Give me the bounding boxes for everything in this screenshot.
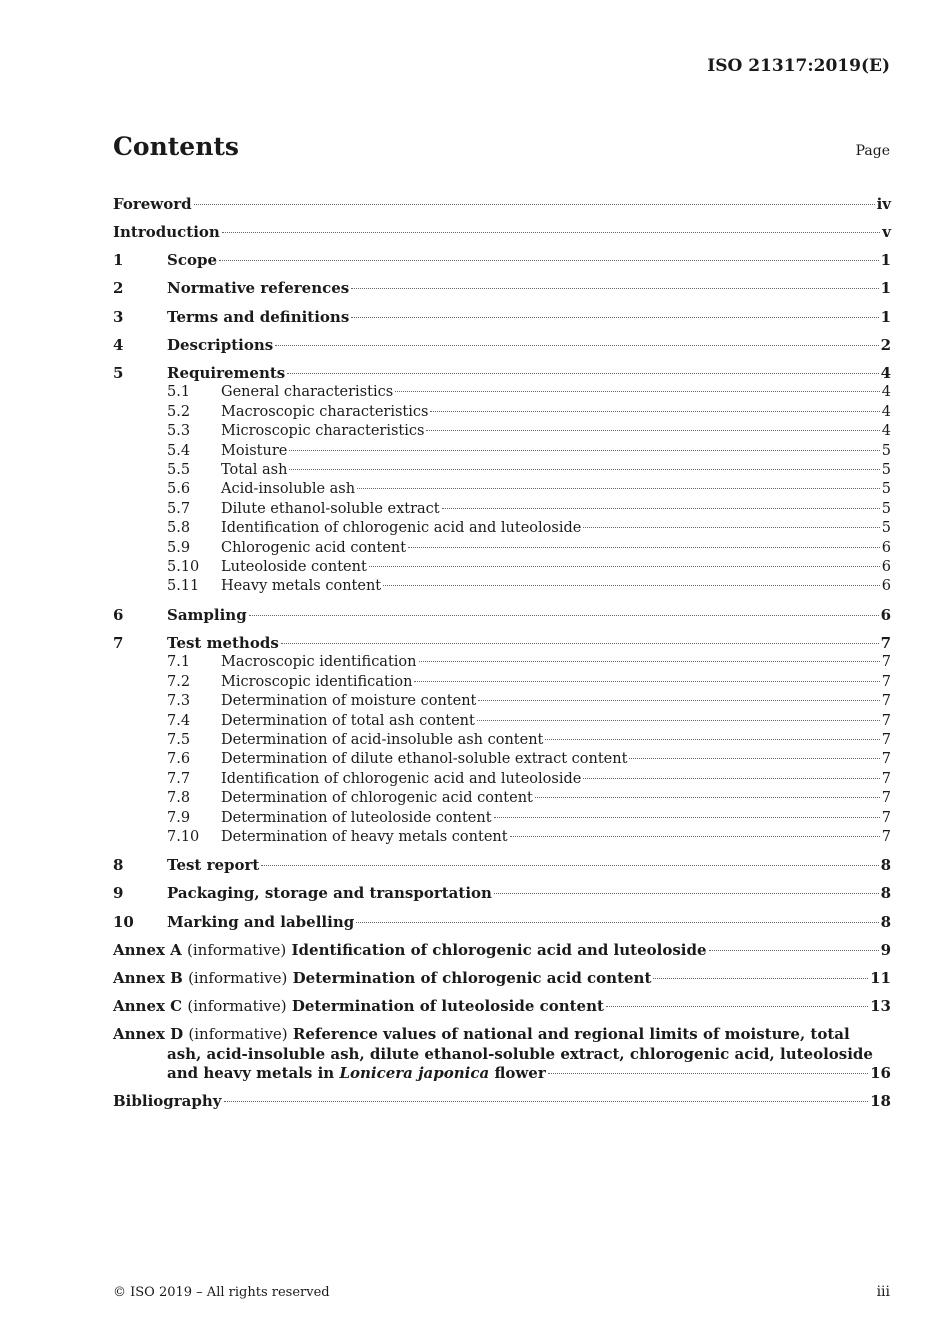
toc-entry-title: Moisture [221,442,288,459]
toc-entry-title: Test methods [167,633,279,652]
toc-subentry[interactable] [113,692,891,711]
dot-leader [419,661,880,662]
toc-entry-page: 7 [881,654,891,671]
toc-entry-page: 8 [880,856,891,875]
toc-entry-page: 4 [881,384,891,401]
toc-subentry[interactable] [113,403,891,422]
toc-entry-number: 5.11 [167,578,200,595]
bibliography-page: 18 [870,1092,891,1111]
toc-entry-annex-d[interactable] [113,1025,891,1083]
toc-subentry[interactable] [113,712,891,731]
toc-entry[interactable] [113,606,891,625]
toc-entry-title: Sampling [167,605,247,624]
toc-entry-number: 7.6 [167,751,191,768]
toc-entry-title: Microscopic identification [221,673,413,690]
dot-leader [261,865,878,866]
dot-leader [356,922,878,923]
dot-leader [709,950,879,951]
page-number: iii [876,1284,890,1300]
toc-entry[interactable] [113,308,891,327]
toc-entry-number: 7.9 [167,809,191,826]
annex-prefix: Annex C [113,997,183,1016]
toc-entry-page: v [882,223,891,241]
dot-leader [357,488,880,489]
dot-leader [477,720,880,721]
dot-leader [395,391,880,392]
toc-entry-page: 8 [880,884,891,903]
toc-entry-number: 5.9 [167,539,191,556]
dot-leader [494,817,880,818]
dot-leader [194,204,875,205]
toc-entry-page: 7 [881,751,891,768]
toc-subentry[interactable] [113,500,891,519]
toc-subentry[interactable] [113,809,891,828]
toc-entry-title: Introduction [113,223,220,241]
toc-entry-number: 9 [113,884,124,903]
toc-entry[interactable] [113,634,891,653]
annex-d-page: 16 [870,1064,891,1083]
dot-leader [583,527,879,528]
toc-subentry[interactable] [113,770,891,789]
dot-leader [408,547,880,548]
toc-subentry[interactable] [113,828,891,847]
toc-entry-title: Macroscopic characteristics [221,403,429,420]
toc-entry-page: 6 [881,578,891,595]
dot-leader [583,778,879,779]
annex-d-title-line3-pre: and heavy metals in [167,1064,335,1083]
toc-entry-page: 7 [880,633,891,652]
toc-entry-page: 5 [881,442,891,459]
toc-entry-number: 5 [113,364,124,383]
bibliography-title: Bibliography [113,1092,222,1111]
toc-entry-page: 4 [880,364,891,383]
toc-entry-title: Scope [167,251,218,270]
toc-entry-annex[interactable] [113,941,891,960]
dot-leader [249,615,879,616]
toc-subentry[interactable] [113,673,891,692]
toc-subentry[interactable] [113,442,891,461]
annex-title: Determination of chlorogenic acid content [292,968,652,987]
dot-leader [287,373,878,374]
toc-entry-number: 7.3 [167,693,191,710]
dot-leader [494,893,879,894]
toc-entry-number: 7.2 [167,673,191,690]
annex-title-group [113,969,651,988]
toc-entry-title: Microscopic characteristics [221,423,425,440]
annex-type: (informative) [187,940,287,959]
toc-entry[interactable] [113,251,891,270]
toc-entry-title: Determination of heavy metals content [221,828,508,845]
toc-entry-title: Determination of moisture content [221,693,477,710]
copyright-notice: © ISO 2019 – All rights reserved [113,1285,330,1300]
toc-entry-number: 8 [113,856,124,875]
annex-d-title-line3-post: flower [494,1064,546,1083]
toc-entry-number: 6 [113,605,124,624]
toc-entry-title: Determination of dilute ethanol-soluble extract content [221,751,628,768]
dot-leader [545,739,879,740]
toc-entry-page: 7 [881,731,891,748]
dot-leader [414,681,879,682]
toc-entry-number: 7.10 [167,828,200,845]
annex-title: Identification of chlorogenic acid and luteoloside [291,940,707,959]
toc-entry-title: Requirements [167,364,286,383]
document-id: ISO 21317:2019(E) [707,56,890,76]
toc-entry[interactable] [113,195,891,214]
toc-entry-title: Chlorogenic acid content [221,539,407,556]
toc-entry-page: 7 [881,790,891,807]
toc-entry-title: Heavy metals content [221,578,382,595]
toc-entry-number: 7.8 [167,790,191,807]
toc-entry-title: Total ash [221,462,288,479]
toc-entry-page: 6 [881,559,891,576]
dot-leader [426,430,879,431]
dot-leader [606,1006,868,1007]
toc-entry-page: iv [876,194,891,213]
annex-page: 11 [870,968,891,987]
toc-subentry[interactable] [113,383,891,402]
toc-entry-page: 7 [881,693,891,710]
toc-subentry[interactable] [113,480,891,499]
dot-leader [442,508,880,509]
toc-entry-title: General characteristics [221,384,394,401]
toc-entry-page: 7 [881,770,891,787]
toc-entry-number: 2 [113,279,124,298]
annex-prefix: Annex B [113,968,183,987]
toc-entry-number: 5.6 [167,481,191,498]
toc-entry-page: 7 [881,673,891,690]
toc-entry-page: 1 [880,279,891,298]
annex-title: Determination of luteoloside content [291,997,604,1016]
dot-leader [351,288,878,289]
annex-d-title-line3-italic: Lonicera japonica [339,1064,490,1083]
toc-entry[interactable] [113,336,891,355]
toc-subentry[interactable] [113,519,891,538]
toc-entry-title: Dilute ethanol-soluble extract [221,500,440,517]
toc-entry-page: 7 [881,712,891,729]
dot-leader [275,345,878,346]
toc-entry-number: 5.3 [167,423,191,440]
annex-type: (informative) [188,968,288,987]
annex-page: 13 [870,997,891,1016]
toc-entry-title: Determination of luteoloside content [221,809,492,826]
dot-leader [289,450,879,451]
dot-leader [510,836,880,837]
toc-subentry[interactable] [113,577,891,596]
toc-entry-annex[interactable] [113,997,891,1016]
dot-leader [478,700,879,701]
toc-entry-page: 6 [881,539,891,556]
annex-d-prefix: Annex D [113,1025,184,1044]
toc-entry-number: 5.10 [167,559,200,576]
toc-entry-page: 1 [880,307,891,326]
toc-entry-title: Identification of chlorogenic acid and luteoloside [221,770,582,787]
toc-entry-number: 1 [113,251,124,270]
dot-leader [281,643,879,644]
toc-entry-number: 3 [113,307,124,326]
dot-leader [548,1073,868,1074]
toc-entry[interactable] [113,856,891,875]
toc-subentry[interactable] [113,750,891,769]
toc-entry[interactable] [113,279,891,298]
toc-entry-number: 5.5 [167,462,191,479]
toc-entry-number: 7.7 [167,770,191,787]
annex-title-group [113,997,604,1016]
toc-entry-page: 5 [881,520,891,537]
dot-leader [369,566,880,567]
toc-entry-title: Descriptions [167,335,274,354]
annex-d-type: (informative) [188,1025,288,1044]
toc-entry-number: 7.1 [167,654,191,671]
toc-entry-title: Marking and labelling [167,912,355,931]
toc-entry-page: 5 [881,481,891,498]
dot-leader [289,469,879,470]
toc-entry-page: 4 [881,403,891,420]
toc-entry[interactable] [113,223,891,242]
toc-entry-annex[interactable] [113,969,891,988]
toc-entry-number: 5.4 [167,442,191,459]
toc-entry-title: Macroscopic identification [221,654,417,671]
toc-entry-page: 7 [881,828,891,845]
annex-d-title-line2: ash, acid-insoluble ash, dilute ethanol-soluble extract, chlorogenic acid, luteoloside [167,1044,873,1063]
toc-entry-page: 2 [880,335,891,354]
toc-subentry[interactable] [113,558,891,577]
dot-leader [219,260,879,261]
toc-entry-page: 8 [880,912,891,931]
toc-entry-number: 5.1 [167,384,191,401]
toc-entry-title: Test report [167,856,260,875]
toc-entry-title: Normative references [167,279,350,298]
toc-subentry[interactable] [113,789,891,808]
dot-leader [430,411,879,412]
toc-entry-page: 1 [880,251,891,270]
annex-prefix: Annex A [113,940,182,959]
toc-entry-page: 4 [881,423,891,440]
toc-entry-title: Packaging, storage and transportation [167,884,492,903]
dot-leader [222,232,880,233]
toc-entry-number: 7.4 [167,712,191,729]
toc-entry-title: Acid-insoluble ash [221,481,356,498]
dot-leader [535,797,880,798]
toc-entry-number: 5.8 [167,520,191,537]
toc-entry-number: 7 [113,633,124,652]
dot-leader [224,1101,869,1102]
toc-entry[interactable] [113,364,891,383]
toc-entry-number: 7.5 [167,731,191,748]
toc-subentry[interactable] [113,461,891,480]
toc-entry-title: Determination of acid-insoluble ash content [221,731,544,748]
toc-entry-page: 5 [881,500,891,517]
toc-subentry[interactable] [113,731,891,750]
toc-entry-title: Determination of chlorogenic acid content [221,790,533,807]
toc-entry-title: Terms and definitions [167,307,350,326]
dot-leader [629,758,879,759]
annex-type: (informative) [187,997,287,1016]
table-of-contents [113,186,891,1112]
toc-entry-bibliography[interactable] [113,1092,891,1111]
toc-entry-number: 5.7 [167,500,191,517]
toc-entry-number: 5.2 [167,403,191,420]
dot-leader [383,585,880,586]
toc-entry-page: 6 [880,605,891,624]
toc-subentry[interactable] [113,539,891,558]
annex-page: 9 [880,940,891,959]
toc-entry-title: Determination of total ash content [221,712,475,729]
contents-title: Contents [113,132,240,161]
toc-entry-number: 10 [113,912,134,931]
toc-entry[interactable] [113,913,891,932]
dot-leader [351,317,878,318]
toc-entry-title: Foreword [113,194,192,213]
dot-leader [653,978,868,979]
toc-entry-number: 4 [113,335,124,354]
toc-entry[interactable] [113,884,891,903]
annex-d-title-line1: Reference values of national and regional limits of moisture, total [292,1025,850,1044]
toc-entry-title: Luteoloside content [221,559,367,576]
toc-subentry[interactable] [113,422,891,441]
toc-subentry[interactable] [113,653,891,672]
toc-entry-title: Identification of chlorogenic acid and luteoloside [221,520,582,537]
annex-title-group [113,941,707,960]
toc-entry-page: 7 [881,809,891,826]
toc-entry-page: 5 [881,462,891,479]
page-column-label: Page [855,143,890,159]
